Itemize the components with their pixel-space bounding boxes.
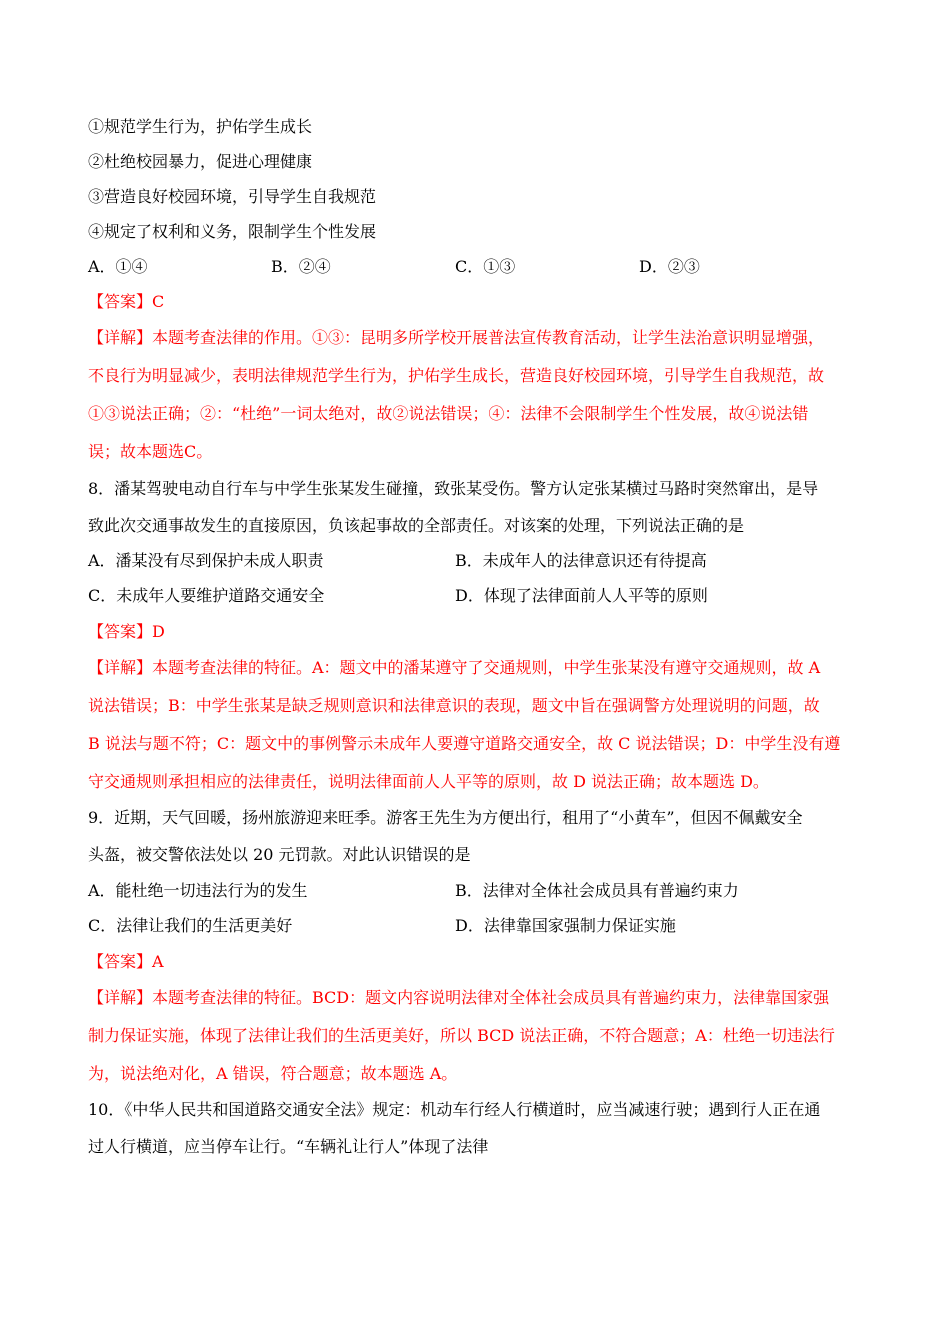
q8-explanation-line-2: 说法错误；B：中学生张某是缺乏规则意识和法律意识的表现，题文中旨在强调警方处理说明的问题，故: [88, 696, 820, 715]
q9-explanation-line-3: 为，说法绝对化，A 错误，符合题意；故本题选 A。: [88, 1064, 458, 1083]
q9-stem-line-2: 头盔，被交警依法处以 20 元罚款。对此认识错误的是: [88, 845, 471, 864]
q9-answer: 【答案】A: [88, 952, 164, 971]
q7-option-c: C．①③: [455, 257, 516, 276]
q7-option-b: B．②④: [271, 257, 331, 276]
q8-option-d: D．体现了法律面前人人平等的原则: [455, 586, 708, 605]
q10-stem-line-2: 过人行横道，应当停车让行。“车辆礼让行人”体现了法律: [88, 1137, 489, 1156]
q8-explanation-line-4: 守交通规则承担相应的法律责任，说明法律面前人人平等的原则，故 D 说法正确；故本题选 D。: [88, 772, 769, 791]
q8-answer: 【答案】D: [88, 622, 165, 641]
q9-option-a: A．能杜绝一切违法行为的发生: [88, 881, 308, 900]
q7-explanation-line-4: 误；故本题选C。: [88, 442, 213, 461]
q7-explanation-line-1: 【详解】本题考查法律的作用。①③：昆明多所学校开展普法宣传教育活动，让学生法治意识明显增强，: [88, 328, 825, 347]
q7-explanation-line-2: 不良行为明显减少，表明法律规范学生行为，护佑学生成长，营造良好校园环境，引导学生自我规范，故: [88, 366, 825, 385]
q9-option-d: D．法律靠国家强制力保证实施: [455, 916, 676, 935]
statement-4: ④规定了权利和义务，限制学生个性发展: [88, 222, 377, 241]
q8-option-a: A．潘某没有尽到保护未成人职责: [88, 551, 324, 570]
q7-answer: 【答案】C: [88, 292, 165, 311]
q10-stem-line-1: 10．《中华人民共和国道路交通安全法》规定：机动车行经人行横道时，应当减速行驶；遇到行人正在通: [88, 1100, 821, 1119]
q9-explanation-line-2: 制力保证实施，体现了法律让我们的生活更美好，所以 BCD 说法正确，不符合题意；A：杜绝一切违法行: [88, 1026, 835, 1045]
q8-explanation-line-1: 【详解】本题考查法律的特征。A：题文中的潘某遵守了交通规则，中学生张某没有遵守交通规则，故 A: [88, 658, 821, 677]
q8-stem-line-1: 8．潘某驾驶电动自行车与中学生张某发生碰撞，致张某受伤。警方认定张某横过马路时突然窜出，是导: [88, 479, 819, 498]
q9-option-c: C．法律让我们的生活更美好: [88, 916, 293, 935]
statement-2: ②杜绝校园暴力，促进心理健康: [88, 152, 313, 171]
q8-stem-line-2: 致此次交通事故发生的直接原因，负该起事故的全部责任。对该案的处理，下列说法正确的是: [88, 516, 745, 535]
q8-option-b: B．未成年人的法律意识还有待提高: [455, 551, 707, 570]
q9-explanation-line-1: 【详解】本题考查法律的特征。BCD：题文内容说明法律对全体社会成员具有普遍约束力，法律靠国家强: [88, 988, 830, 1007]
q7-option-d: D．②③: [639, 257, 700, 276]
statement-3: ③营造良好校园环境，引导学生自我规范: [88, 187, 377, 206]
q7-explanation-line-3: ①③说法正确；②：“杜绝”一词太绝对，故②说法错误；④：法律不会限制学生个性发展，故④说法错: [88, 404, 809, 423]
q9-option-b: B．法律对全体社会成员具有普遍约束力: [455, 881, 739, 900]
q8-explanation-line-3: B 说法与题不符；C：题文中的事例警示未成年人要遵守道路交通安全，故 C 说法错误；D：中学生没有遵: [88, 734, 841, 753]
q8-option-c: C．未成年人要维护道路交通安全: [88, 586, 325, 605]
statement-1: ①规范学生行为，护佑学生成长: [88, 117, 313, 136]
q7-option-a: A．①④: [88, 257, 148, 276]
q9-stem-line-1: 9．近期，天气回暖，扬州旅游迎来旺季。游客王先生为方便出行，租用了“小黄车”，但因不佩戴安全: [88, 808, 803, 827]
